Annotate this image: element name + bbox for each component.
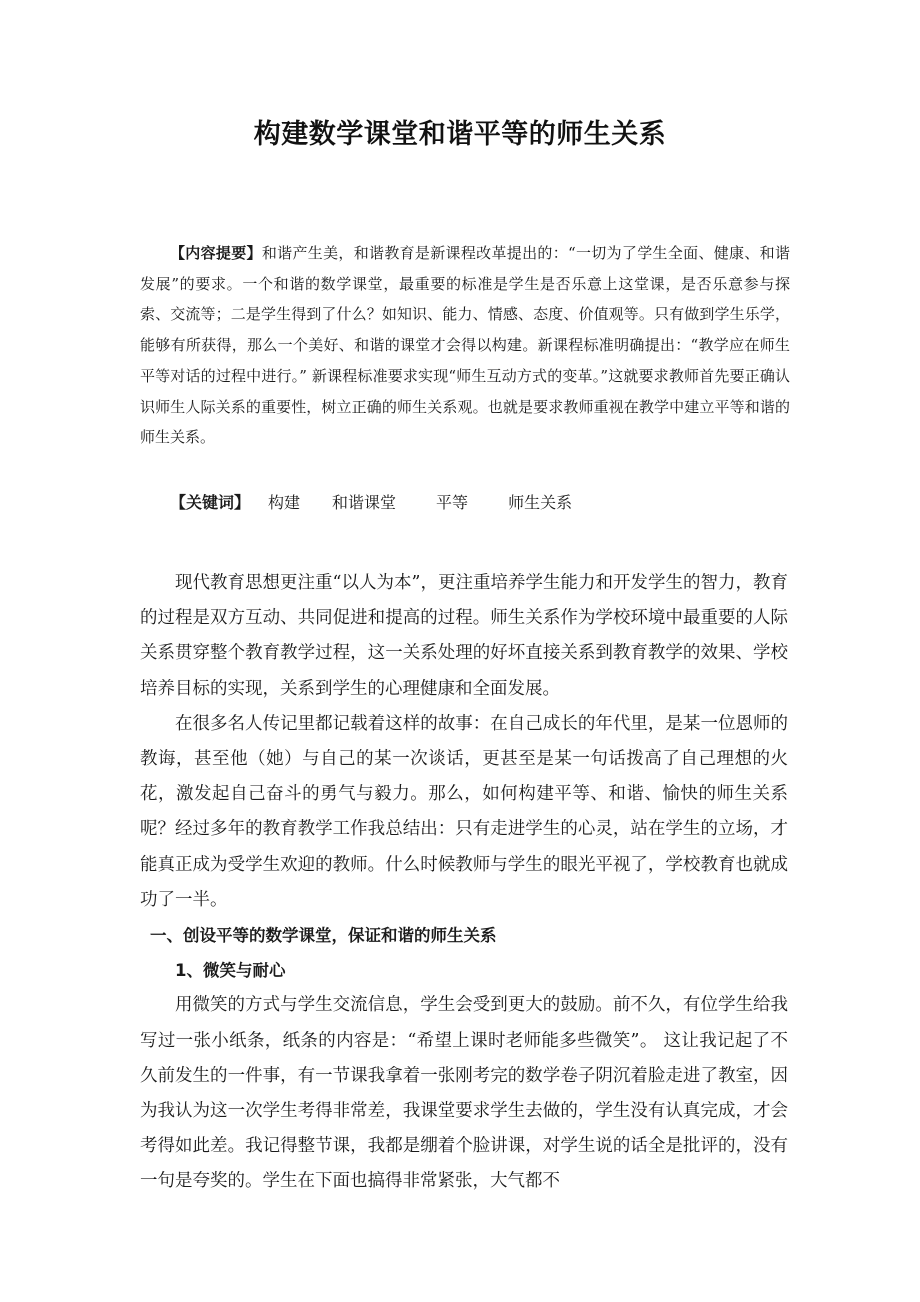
body-paragraph: 现代教育思想更注重“以人为本”，更注重培养学生能力和开发学生的智力，教育的过程是双方互动、共同促进和提高的过程。师生关系作为学校环境中最重要的人际关系贯穿整个教育教学过程，这一关系处理的好坏直接关系到教育教学的效果、学校培养目标的实现，关系到学生的心理健康和全面发展。 bbox=[140, 573, 788, 699]
section-heading: 一、创设平等的数学课堂，保证和谐的师生关系 bbox=[150, 926, 497, 946]
body-paragraph: 用微笑的方式与学生交流信息，学生会受到更大的鼓励。前不久，有位学生给我写过一张小纸条，纸条的内容是：“希望上课时老师能多些微笑”。 这让我记起了不久前发生的一件事，有一节课我拿着一张刚考完的数学卷子阴沉着脸走进了教室，因为我认为这一次学生考得非常差，我课堂要求学生去做的，学生没有认真完成，才会考得如此差。我记得整节课，我都是绷着个脸讲课，对学生说的话全是批评的，没有一句是夸奖的。学生在下面也搞得非常紧张，大气都不 bbox=[140, 995, 788, 1192]
keyword: 构建 bbox=[268, 493, 301, 512]
document-title: 构建数学课堂和谐平等的师生关系 bbox=[253, 119, 667, 150]
abstract-label: 【内容提要】 bbox=[170, 244, 262, 262]
keyword: 平等 bbox=[436, 493, 469, 512]
body-paragraph: 在很多名人传记里都记载着这样的故事：在自己成长的年代里，是某一位恩师的教诲，甚至他（她）与自己的某一次谈话，更甚至是某一句话拨高了自己理想的火花，激发起自己奋斗的勇气与毅力。那么，如何构建平等、和谐、愉快的师生关系呢？经过多年的教育教学工作我总结出：只有走进学生的心灵，站在学生的立场，才能真正成为受学生欢迎的教师。什么时候教师与学生的眼光平视了，学校教育也就成功了一半。 bbox=[140, 713, 788, 910]
keywords bbox=[170, 490, 572, 513]
keywords-label: 【关键词】 bbox=[170, 493, 251, 512]
keyword: 师生关系 bbox=[508, 493, 573, 512]
keyword: 和谐课堂 bbox=[332, 493, 397, 512]
abstract bbox=[140, 238, 790, 453]
subsection-heading: 1、微笑与耐心 bbox=[175, 961, 286, 981]
abstract-text: 和谐产生美，和谐教育是新课程改革提出的：“一切为了学生全面、健康、和谐发展”的要求。一个和谐的数学课堂，最重要的标准是学生是否乐意上这堂课，是否乐意参与探索、交流等；二是学生得到了什么？如知识、能力、情感、态度、价值观等。只有做到学生乐学，能够有所获得，那么一个美好、和谐的课堂才会得以构建。新课程标准明确提出：“教学应在师生平等对话的过程中进行。” 新课程标准要求实现“师生互动方式的变革。”这就要求教师首先要正确认识师生人际关系的重要性，树立正确的师生关系观。也就是要求教师重视在教学中建立平等和谐的师生关系。 bbox=[140, 244, 790, 447]
body-text bbox=[140, 566, 788, 1200]
